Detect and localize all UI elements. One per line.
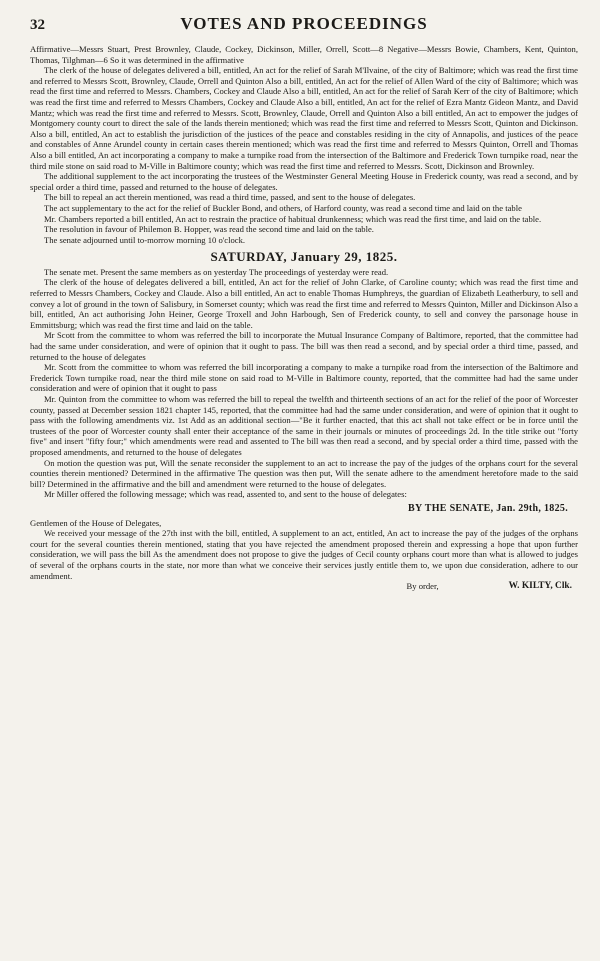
hopper-resolution-paragraph: The resolution in favour of Philemon B. Hopper, was read the second time and laid on the table. <box>44 224 374 235</box>
clarke-bill-paragraph: The clerk of the house of delegates delivered a bill, entitled, An act for the relief of John Clarke, of Caroline county; which was read the first time and referred to Messrs Chambers, Cockey and Claude. Also a bill entitled, An act to enable Thomas Humphreys, the guardian of Elizabeth Leatherbury, to sell and convey a lot of ground in the town of Salisbury, in Somerset county; which was read the first time and referred to Messrs Quinton, Miller and Dickinson Also a bill, entitled, An act authorising John Heiner, George Troxell and John Harbough, Sen of Frederick county, to sell and convey the parsonage house in Emmittsburg; which was read the first time and laid on the table. <box>30 277 578 330</box>
section-heading-saturday: SATURDAY, January 29, 1825. <box>210 249 398 265</box>
journal-body <box>30 44 578 592</box>
westminster-meeting-house-paragraph: The additional supplement to the act incorporating the trustees of the Westminster General Meeting House in Frederick county, was read a second, and by special order a third time, passed and returned to the house of delegates. <box>30 171 578 192</box>
bills-delivered-paragraph: The clerk of the house of delegates delivered a bill, entitled, An act for the relief of Sarah M'Ilvaine, of the city of Baltimore; which was read the first time and referred to Messrs Scott, Brownley, Claude, Orrell and Quinton Also a bill, entitled, An act for the relief of Allen Ward of the city of Baltimore; which was read the first time and referred to Messrs. Chambers, Cockey and Claude Also a bill, entitled, An act for the relief of Sarah Kerr of the city of Baltimore; which was read the first time and referred to Messrs Chambers, Cockey and Claude Also a bill, entitled, An act for the relief of Ezra Mantz Gideon Mantz, and David Mantz; which was read the first time and referred to Messrs. Scott, Brownley, Claude, Orrell and Quinton Also a bill entitled, An act to empower the judges of Montgomery county court to direct the sale of the lands therein mentioned; which was read the first time and referred to Messrs Scott, Quinton and Dickinson. Also a bill, entitled, An act to establish the jurisdiction of the justices of the peace and constables residing in the city of Annapolis, and justices of the peace and constables of Anne Arundel county in certain cases therein mentioned; which was read the first time and referred to Messrs Quinton, Orrell and Thomas Also a bill entitled, An act incorporating a company to make a turnpike road from the intersection of the Baltimore and Frederick Town turnpike road, near the third mile stone on said road to M-Ville in Baltimore county; which was read the first time and referred to Messrs. Scott, Dickinson and Brownley. <box>30 65 578 171</box>
page-number: 32 <box>30 17 45 33</box>
clerk-signature: W. KILTY, Clk. <box>508 581 572 592</box>
orphans-court-motion-paragraph: On motion the question was put, Will the senate reconsider the supplement to an act to increase the pay of the judges of the orphans court for the several counties therein mentioned? Determined in the affirmative The question was then put, Will the senate adhere to the amendment heretofore made to the said bill? Determined in the affirmative and the bill and amendment were returned to the house of delegates. <box>30 457 578 489</box>
message-body: We received your message of the 27th inst with the bill, entitled, A supplement to an act, entitled, An act to increase the pay of the judges of the orphans court for the several counties therein mentioned, stating that you have rejected the amendment proposed therein and expressing a hope that upon further consideration, we will pass the bill As the amendment does not propose to give the judges of Cecil county orphans court more than what is allowed to judges of several of the orphans courts in the state, nor more than what we conceive their services justly entitle them to, we upon due consideration, adhere to our amendment. <box>30 528 578 581</box>
by-order-label: By order, <box>406 581 439 592</box>
running-title: VOTES AND PROCEEDINGS <box>180 14 428 33</box>
message-signoff <box>30 581 572 592</box>
adjournment-paragraph: The senate adjourned until to-morrow morning 10 o'clock. <box>44 234 246 245</box>
mutual-insurance-paragraph: Mr Scott from the committee to whom was referred the bill to incorporate the Mutual Insurance Company of Baltimore, reported, that the committee had had the same under consideration, and were of opinion that it ought to pass. The bill was then read a second, and by special order a third time, passed, and returned to the house of delegates <box>30 330 578 362</box>
worcester-poor-paragraph: Mr. Quinton from the committee to whom was referred the bill to repeal the twelfth and thirteenth sections of an act for the relief of the poor of Worcester county, passed at December session 1821 chapter 145, reported, that the committee had had the same under consideration, and were of opinion that it ought to pass with the following amendments viz. 1st Add as an additional section—"Be it further enacted, that this act shall not take effect or be in force until the trustees of the poor of Worcester county shall enter their acceptance of the same in their journals or minutes of proceedings 2d. In the title strike out "forty five" and insert "fifty four;" which amendments were read and assented to The bill was then read a second, and by special order a third time, passed with the proposed amendments, and returned to the house of delegates <box>30 394 578 457</box>
vote-tally-paragraph: Affirmative—Messrs Stuart, Prest Brownley, Claude, Cockey, Dickinson, Miller, Orrell, Scott—8 Negative—Messrs Bowie, Chambers, Kent, Quinton, Thomas, Tilghman—6 So it was determined in the affirmative <box>30 44 578 65</box>
page-header <box>30 14 578 34</box>
habitual-drunkenness-paragraph: Mr. Chambers reported a bill entitled, An act to restrain the practice of habitual drunkenness; which was read the first time, and laid on the table. <box>44 213 542 224</box>
miller-message-paragraph: Mr Miller offered the following message; which was read, assented to, and sent to the house of delegates: <box>44 489 407 500</box>
message-salutation: Gentlemen of the House of Delegates, <box>30 517 162 528</box>
repeal-bill-paragraph: The bill to repeal an act therein mentioned, was read a third time, passed, and sent to the house of delegates. <box>44 192 416 203</box>
turnpike-report-paragraph: Mr. Scott from the committee to whom was referred the bill incorporating a company to make a turnpike road from the intersection of the Baltimore and Frederick Town turnpike road, near the third mile stone on said road to M-Ville in Baltimore county, reported, that the committee had had the same under consideration and were of opinion that it ought to pass <box>30 362 578 394</box>
senate-met-paragraph: The senate met. Present the same members as on yesterday The proceedings of yesterday were read. <box>44 266 389 277</box>
message-dateline: BY THE SENATE, Jan. 29th, 1825. <box>408 502 568 514</box>
buckler-bond-paragraph: The act supplementary to the act for the relief of Buckler Bond, and others, of Harford county, was read a second time and laid on the table <box>44 202 522 213</box>
